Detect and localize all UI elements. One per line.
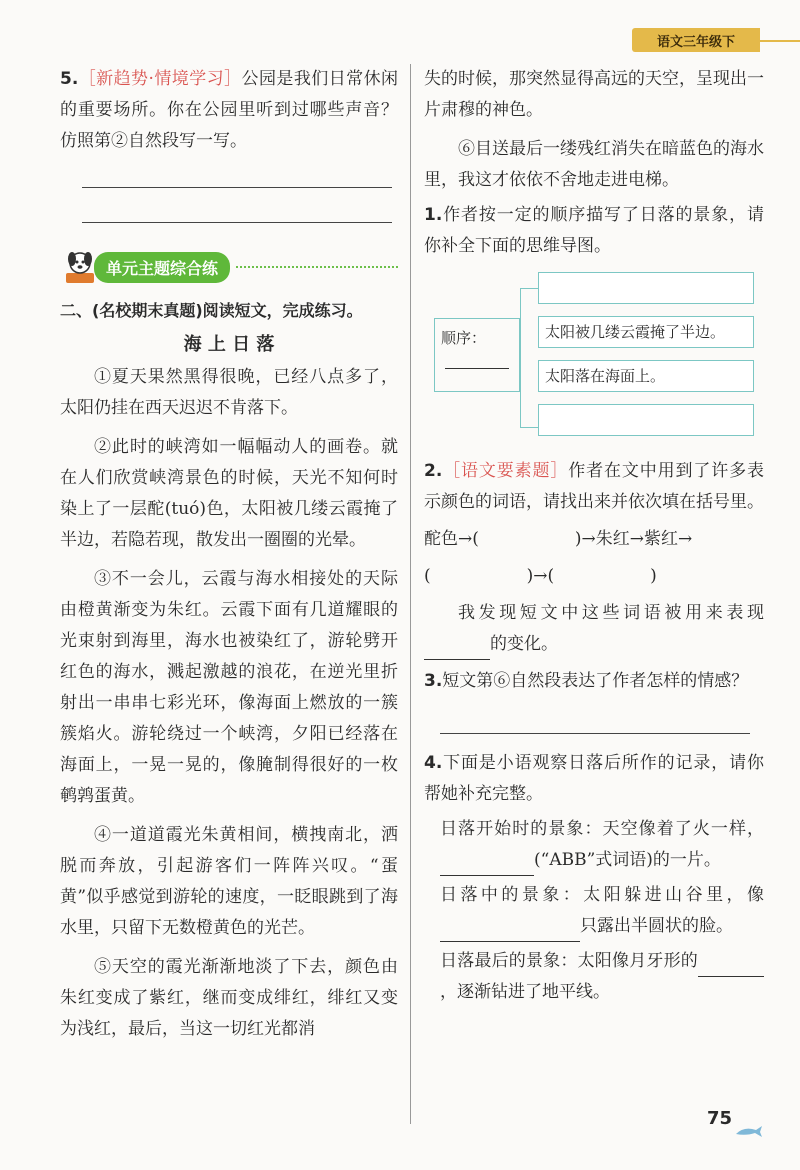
q4-line-1 (424, 814, 764, 876)
paragraph-5: ⑤天空的霞光渐渐地淡了下去，颜色由朱红变成了紫红，继而变成绯红，绯红又变为浅红，最后，当这一切红光都消 (60, 957, 398, 1039)
paragraph-6: ⑥目送最后一缕残红消失在暗蓝色的海水里，我这才依依不舍地走进电梯。 (424, 139, 764, 190)
essay-title: 海 上 日 落 (183, 334, 275, 355)
q4-line-3 (424, 946, 764, 1008)
q3-text: 短文第⑥自然段表达了作者怎样的情感？ (442, 671, 749, 691)
paragraph-3: ③不一会儿，云霞与海水相接处的天际由橙黄渐变为朱红。云霞下面有几道耀眼的光束射到海里，海水也被染红了，游轮劈开红色的海水，溅起激越的浪花，在逆光里折射出一串串七彩光环，像海面上燃放的一簇簇焰火。游轮绕过一个峡湾，夕阳已经落在海面上，一晃一晃的，像腌制得很好的一枚鹌鹑蛋黄。 (60, 569, 398, 806)
banner-dots (236, 266, 398, 268)
mind-map-box-1[interactable] (538, 272, 754, 304)
q5-text: 公园是我们日常休闲的重要场所。你在公园里听到过哪些声音？仿照第②自然段写一写。 (60, 69, 399, 151)
q1-text: 作者按一定的顺序描写了日落的景象，请你补全下面的思维导图。 (424, 205, 764, 256)
finding-a: 我发现短文中这些词语被用来表现 (458, 603, 764, 623)
mind-map-order-box (434, 318, 520, 392)
q4-l3b: ，逐渐钻进了地平线。 (440, 982, 610, 1002)
mind-map (424, 272, 764, 442)
paragraph-2: ②此时的峡湾如一幅幅动人的画卷。就在人们欣赏峡湾景色的时候，天光不知何时染上了一层酡(tuó)色，太阳被几缕云霞掩了半边，若隐若现，散发出一圈圈的光晕。 (60, 437, 398, 550)
grade-tab-label: 语文三年级下 (656, 34, 735, 50)
q4-number: 4. (424, 753, 443, 773)
q3-answer-line[interactable] (440, 733, 750, 734)
q4-l3a: 日落最后的景象：太阳像月牙形的 (440, 951, 698, 971)
puppy-icon (60, 247, 100, 287)
q3-number: 3. (424, 671, 443, 691)
unit-banner (60, 247, 398, 287)
finding-blank[interactable] (424, 638, 490, 660)
q4-line-2 (424, 880, 764, 942)
q4-l2b: 只露出半圆状的脸。 (580, 916, 733, 936)
q5-answer-line-2[interactable] (82, 222, 392, 223)
right-column (424, 64, 764, 1008)
chain-2c: ) (650, 566, 657, 586)
chain-1a: 酡色→( (424, 529, 479, 549)
q2-tag: ［语文要素题］ (442, 461, 569, 481)
chain-2a: ( (424, 566, 431, 586)
chain-2b: )→( (526, 566, 555, 586)
q2-text: 作者在文中用到了许多表示颜色的词语，请找出来并依次填在括号里。 (424, 461, 765, 512)
mind-map-box-4[interactable] (538, 404, 754, 436)
q1-number: 1. (424, 205, 443, 225)
question-1 (424, 200, 764, 262)
order-blank[interactable] (445, 368, 509, 369)
q4-blank-1[interactable] (440, 854, 534, 876)
page-number: 75 (706, 1108, 732, 1129)
column-divider (410, 64, 411, 1124)
tab-line (760, 40, 800, 42)
q4-blank-3[interactable] (698, 955, 764, 977)
q4-l1a: 日落开始时的景象：天空像着了火一样， (440, 819, 764, 839)
mind-map-box-2: 太阳被几缕云霞掩了半边。 (538, 316, 754, 348)
question-2 (424, 456, 764, 518)
q4-l1b: (“ABB”式词语)的一片。 (534, 850, 721, 870)
banner-label: 单元主题综合练 (94, 252, 230, 283)
mind-map-box-3: 太阳落在海面上。 (538, 360, 754, 392)
q2-finding (424, 598, 764, 660)
question-5 (60, 64, 398, 157)
paragraph-5-continued: 失的时候，那突然显得高远的天空，呈现出一片肃穆的神色。 (424, 69, 764, 120)
left-column (60, 64, 398, 1045)
finding-b: 的变化。 (490, 634, 558, 654)
color-chain-line-1 (424, 524, 764, 555)
paragraph-1: ①夏天果然黑得很晚，已经八点多了，太阳仍挂在西天迟迟不肯落下。 (60, 367, 398, 418)
grade-tab (632, 28, 760, 52)
mind-map-order-label: 顺序： (441, 329, 487, 347)
question-3 (424, 666, 764, 697)
q4-blank-2[interactable] (440, 920, 580, 942)
question-4 (424, 748, 764, 810)
color-chain-line-2 (424, 561, 764, 592)
q5-tag: ［新趋势·情境学习］ (78, 69, 242, 89)
section-heading: 二、(名校期末真题)阅读短文，完成练习。 (60, 301, 363, 320)
q4-l2a: 日落中的景象：太阳躲进山谷里，像 (440, 885, 764, 905)
mind-map-bracket (520, 288, 538, 428)
q5-number: 5. (60, 69, 79, 89)
paragraph-4: ④一道道霞光朱黄相间，横拽南北，洒脱而奔放，引起游客们一阵阵兴叹。“蛋黄”似乎感觉到游轮的速度，一眨眼跳到了海水里，只留下无数橙黄色的光芒。 (60, 825, 398, 938)
dolphin-icon (734, 1124, 764, 1138)
chain-1b: )→朱红→紫红→ (574, 529, 693, 549)
q4-text: 下面是小语观察日落后所作的记录，请你帮她补充完整。 (424, 753, 764, 804)
q5-answer-line-1[interactable] (82, 187, 392, 188)
q2-number: 2. (424, 461, 443, 481)
